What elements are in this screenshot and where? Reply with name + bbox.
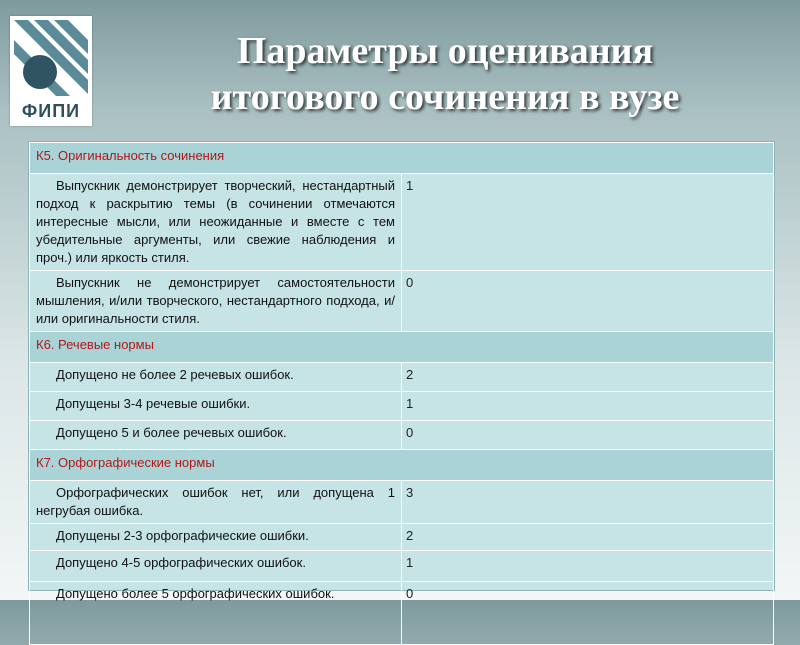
criterion-name: К6. Речевые нормы (30, 332, 774, 363)
item-text: Допущено более 5 орфографических ошибок. (56, 586, 335, 601)
item-score: 2 (402, 524, 774, 551)
title-line-1: Параметры оценивания (236, 30, 654, 72)
criterion-row (30, 450, 774, 481)
criteria-table (28, 141, 775, 601)
item-score: 1 (402, 551, 774, 582)
title-line-2: итогового сочинения в вузе (210, 76, 680, 118)
item-text: Орфографических ошибок нет, или допущена 1 негрубая ошибка. (36, 485, 395, 518)
item-score: 1 (402, 174, 774, 271)
item-score: 2 (402, 363, 774, 392)
item-score: 0 (402, 582, 774, 645)
criterion-name: К7. Орфографические нормы (30, 450, 774, 481)
criterion-row (30, 143, 774, 174)
item-score: 3 (402, 481, 774, 524)
logo-emblem-icon (14, 20, 88, 96)
fipi-logo (10, 16, 92, 126)
item-text: Выпускник не демонстрирует самостоятельности мышления, и/или творческого, нестандартного подхода, и/или оригинальности стиля. (36, 275, 395, 326)
table-row (30, 363, 774, 392)
item-score: 0 (402, 421, 774, 450)
table-row (30, 481, 774, 524)
table-row (30, 174, 774, 271)
table-row (30, 551, 774, 582)
table-row (30, 524, 774, 551)
item-text: Допущено не более 2 речевых ошибок. (56, 367, 294, 382)
page-title (100, 28, 790, 120)
item-text: Допущены 2-3 орфографические ошибки. (56, 528, 309, 543)
item-text: Выпускник демонстрирует творческий, нестандартный подход к раскрытию темы (в сочинении отмечаются интересные мысли, или неожиданные и вместе с тем убедительные аргументы, или свежие наблюдения и проч.) или яркость стиля. (36, 178, 395, 265)
item-score: 0 (402, 271, 774, 332)
table-row (30, 271, 774, 332)
item-text: Допущены 3-4 речевые ошибки. (56, 396, 251, 411)
item-score: 1 (402, 392, 774, 421)
criterion-name: К5. Оригинальность сочинения (30, 143, 774, 174)
table-row (30, 421, 774, 450)
table-row (30, 392, 774, 421)
item-text: Допущено 4-5 орфографических ошибок. (56, 555, 306, 570)
logo-text: ФИПИ (21, 101, 81, 121)
table-row (30, 582, 774, 645)
item-text: Допущено 5 и более речевых ошибок. (56, 425, 287, 440)
criterion-row (30, 332, 774, 363)
